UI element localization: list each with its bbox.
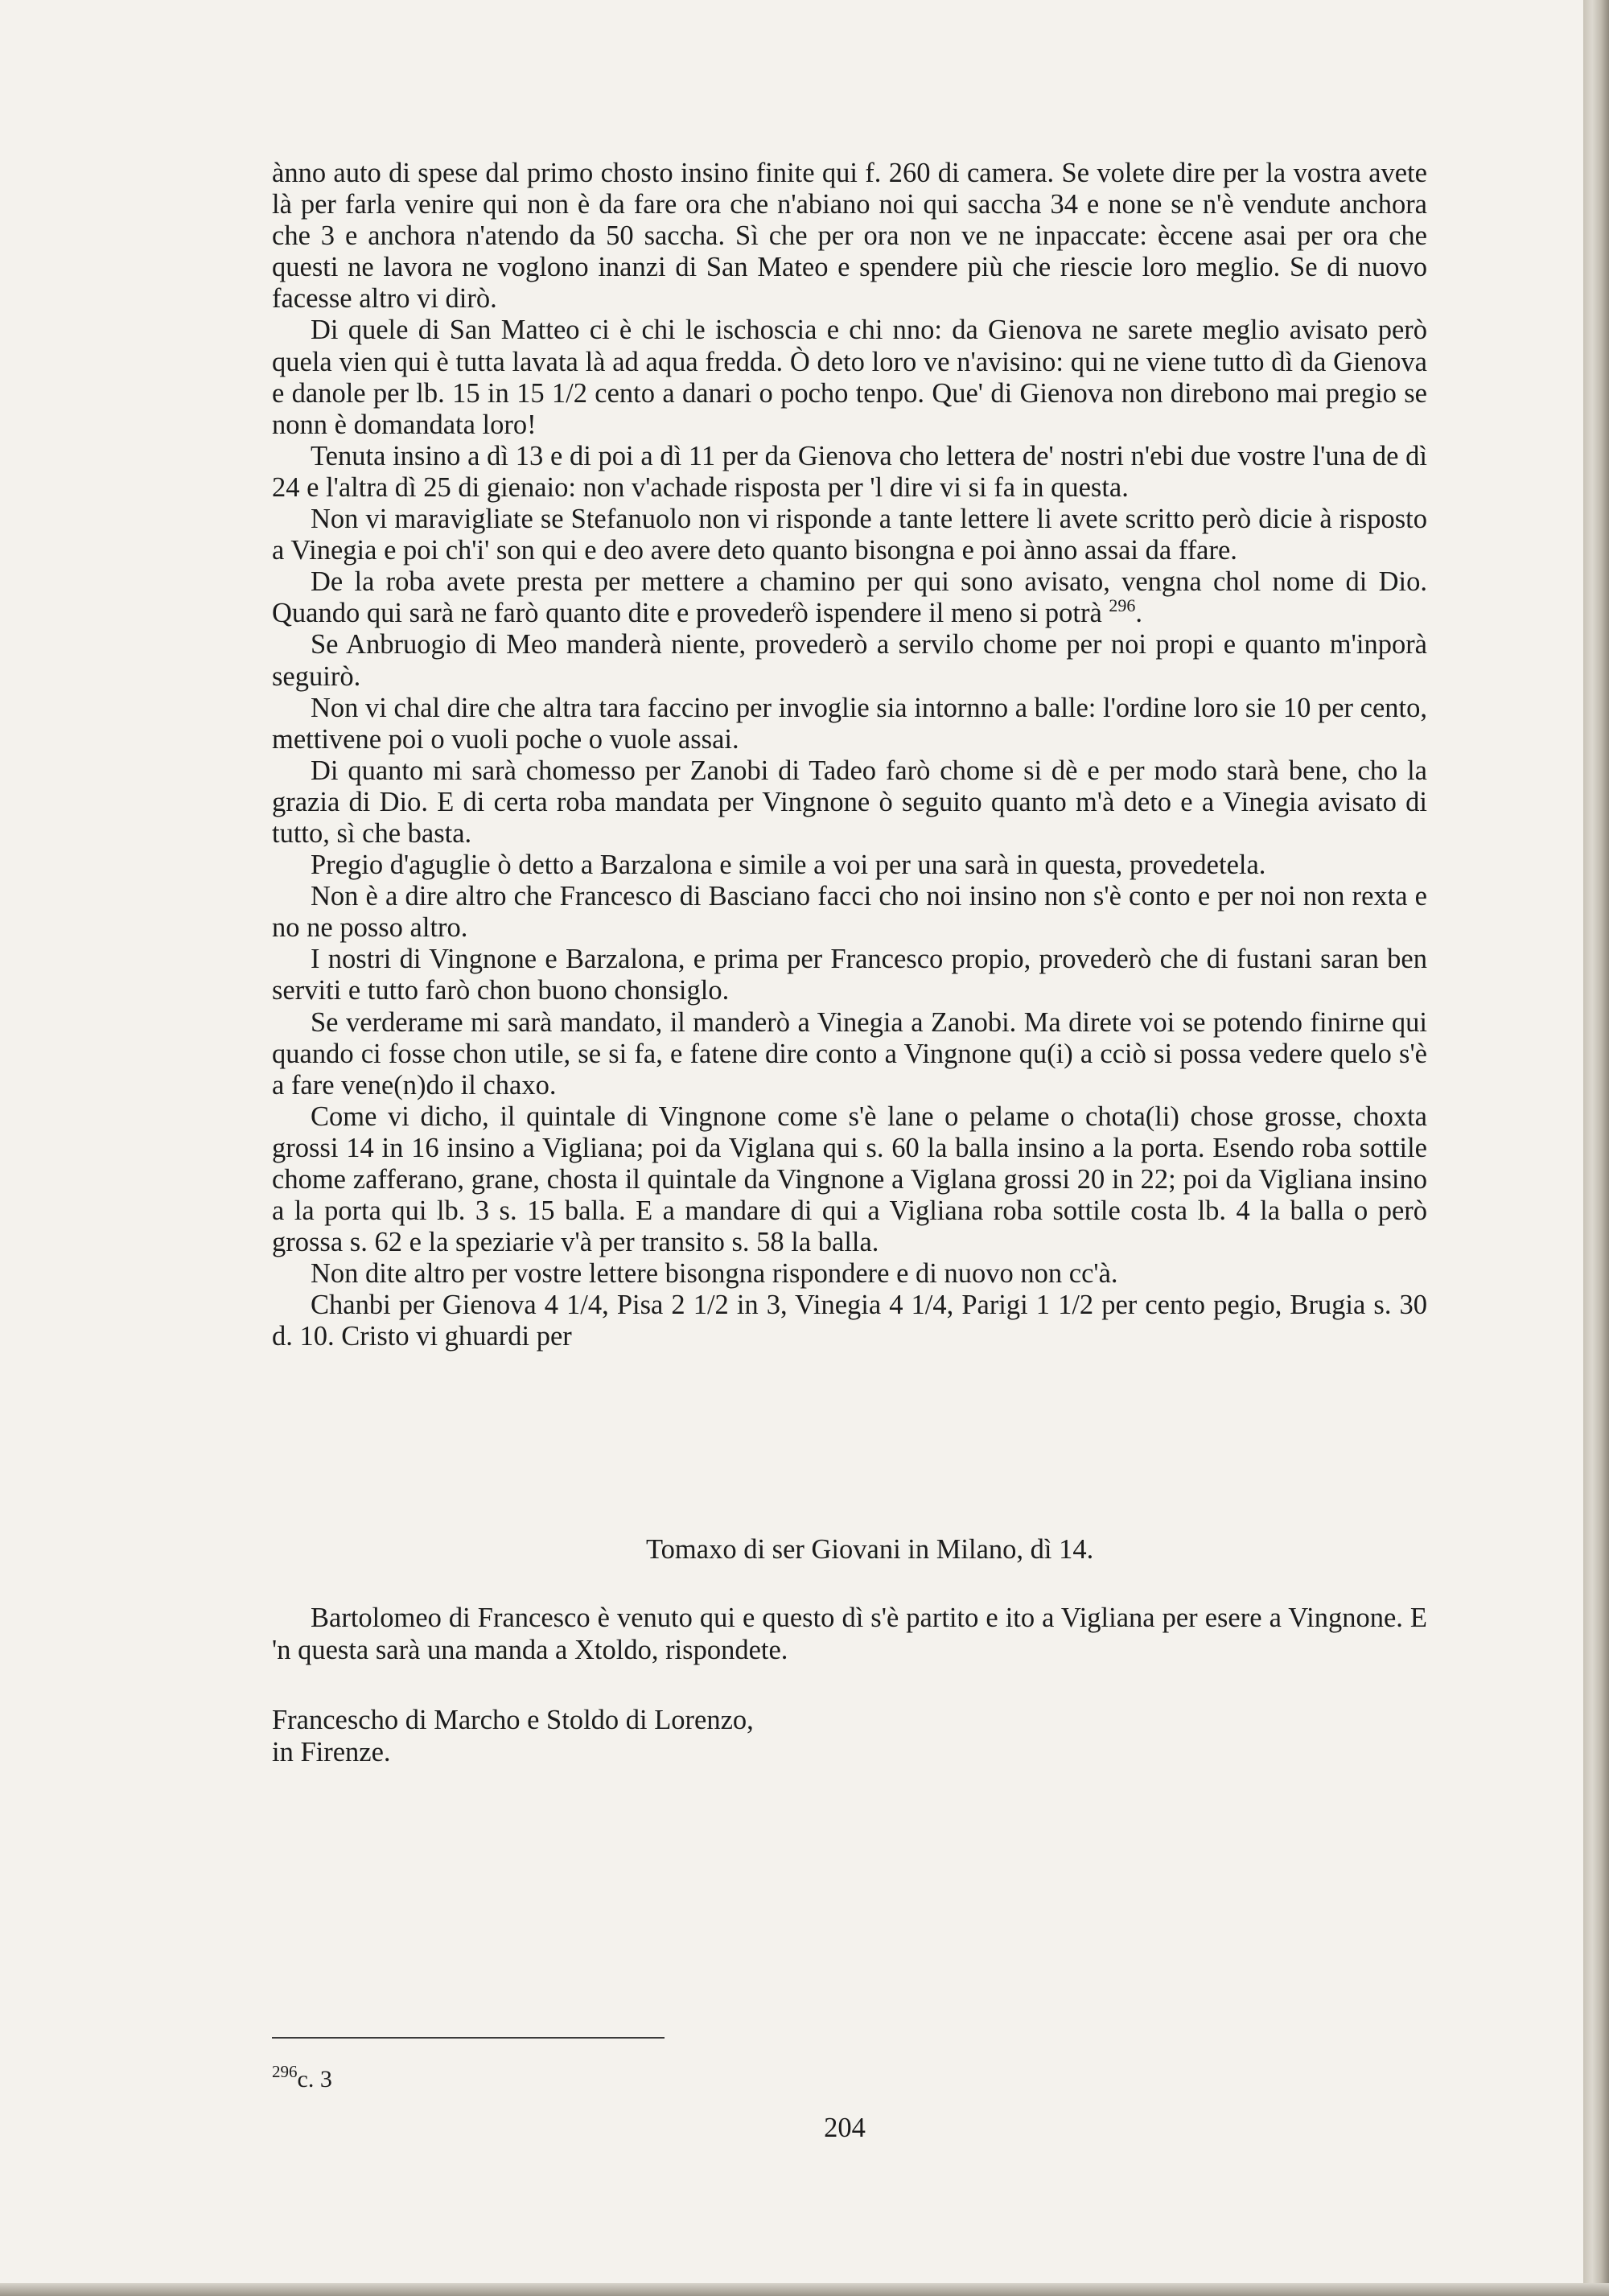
paragraph-7: Non vi chal dire che altra tara faccino per invoglie sia intornno a balle: l'ordine loro sie 10 per cento, mettivene poi o vuoli poche o vuole assai. (272, 692, 1427, 755)
paragraph-13: Come vi dicho, il quintale di Vingnone come s'è lane o pelame o chota(li) chose grosse, choxta grossi 14 in 16 insino a Vigliana; poi da Viglana qui s. 60 la balla insino a la porta. Esendo roba sottile chome zafferano, grane, chosta il quintale da Vingnone a Viglana grossi 20 in 22; poi da Vigliana insino a la porta qui lb. 3 s. 15 balla. E a mandare di qui a Vigliana roba sottile costa lb. 4 la balla o però grossa s. 62 e la speziarie v'à per transito s. 58 la balla. (272, 1101, 1427, 1258)
paragraph-11: I nostri di Vingnone e Barzalona, e prima per Francesco propio, provederò che di fustani saran ben serviti e tutto farò chon buono chonsiglo. (272, 944, 1427, 1006)
paragraph-5: De la roba avete presta per mettere a chamino per qui sono avisato, vengna chol nome di Dio. Quando qui sarà ne farò quanto dite e proveder͑ò ispendere il meno si potrà $^{296}$. (272, 566, 1427, 629)
paragraph-10: Non è a dire altro che Francesco di Basciano facci cho noi insino non s'è conto e per noi non rexta e no ne posso altro. (272, 881, 1427, 944)
addressee-line-2: in Firenze. (272, 1737, 391, 1767)
footnote (272, 2062, 332, 2093)
page-number: 204 (824, 2113, 866, 2143)
letter-body (272, 158, 1427, 1353)
addressee (272, 1704, 754, 1768)
page-bottom-edge (0, 2283, 1609, 2296)
footnote-reference: 296 (1109, 595, 1136, 616)
paragraph-15: Chanbi per Gienova 4 1/4, Pisa 2 1/2 in 3, Vinegia 4 1/4, Parigi 1 1/2 per cento pegio, Brugia s. 30 d. 10. Cristo vi ghuardi per (272, 1290, 1427, 1352)
paragraph-9: Pregio d'aguglie ò detto a Barzalona e simile a voi per una sarà in questa, provedetela. (311, 850, 1266, 881)
paragraph-12: Se verderame mi sarà mandato, il manderò a Vinegia a Zanobi. Ma direte voi se potendo finirne qui quando ci fosse chon utile, se si fa, e fatene dire conto a Vingnone qu(i) a cciò si possa vedere quelo s'è a fare vene(n)do il chaxo. (272, 1006, 1427, 1101)
addressee-line-1: Francescho di Marcho e Stoldo di Lorenzo, (272, 1705, 754, 1735)
paragraph-14: Non dite altro per vostre lettere bisongna rispondere e di nuovo non cc'à. (311, 1258, 1118, 1290)
paragraph-6: Se Anbruogio di Meo manderà niente, provederò a servilo chome per noi propi e quanto m'inporà seguirò. (272, 629, 1427, 692)
paragraph-2: Di quele di San Matteo ci è chi le ischoscia e chi nno: da Gienova ne sarete meglio avisato però quela vien qui è tutta lavata là ad aqua fredda. Ò deto loro ve n'avisino: qui ne viene tutto dì da Gienova e danole per lb. 15 in 15 1/2 cento a danari o pocho tenpo. Que' di Gienova non direbono mai pregio se nonn è domandata loro! (272, 315, 1427, 440)
paragraph-3: Tenuta insino a dì 13 e di poi a dì 11 per da Gienova cho lettera de' nostri n'ebi due vostre l'una de dì 24 e l'altra dì 25 di gienaio: non v'achade risposta per 'l dire vi si fa in questa. (272, 440, 1427, 503)
postscript (272, 1603, 1427, 1666)
footnote-divider (272, 2037, 665, 2039)
footnote-text: c. 3 (297, 2066, 332, 2092)
postscript-text: Bartolomeo di Francesco è venuto qui e questo dì s'è partito e ito a Vigliana per esere a Vingnone. E 'n questa sarà una manda a Xtoldo, rispondete. (272, 1603, 1427, 1665)
paragraph-5-text: De la roba avete presta per mettere a chamino per qui sono avisato, vengna chol nome di Dio. Quando qui sarà ne farò quanto dite e proveder͑ò ispendere il meno si potrà (272, 566, 1427, 629)
footnote-number: 296 (272, 2062, 298, 2081)
paragraph-8: Di quanto mi sarà chomesso per Zanobi di Tadeo farò chome si dè e per modo starà bene, cho la grazia di Dio. E di certa roba mandata per Vingnone ò seguito quanto m'à deto e a Vinegia avisato di tutto, sì che basta. (272, 755, 1427, 849)
paragraph-1: ànno auto di spese dal primo chosto insino finite qui f. 260 di camera. Se volete dire per la vostra avete là per farla venire qui non è da fare ora che n'abiano noi qui saccha 34 e none se n'è vendute anchora che 3 e anchora n'atendo da 50 saccha. Sì che per ora non ve ne inpaccate: èccene asai per ora che questi ne lavora ne voglono inanzi di San Mateo e spendere più che riescie loro meglio. Se di nuovo facesse altro vi dirò. (272, 158, 1427, 315)
paragraph-4: Non vi maravigliate se Stefanuolo non vi risponde a tante lettere li avete scritto però dicie à risposto a Vinegia e poi ch'i' son qui e deo avere deto quanto bisongna e poi ànno assai da ffare. (272, 504, 1427, 566)
book-binding-edge (1583, 0, 1609, 2296)
signature-line: Tomaxo di ser Giovani in Milano, dì 14. (646, 1534, 1094, 1565)
